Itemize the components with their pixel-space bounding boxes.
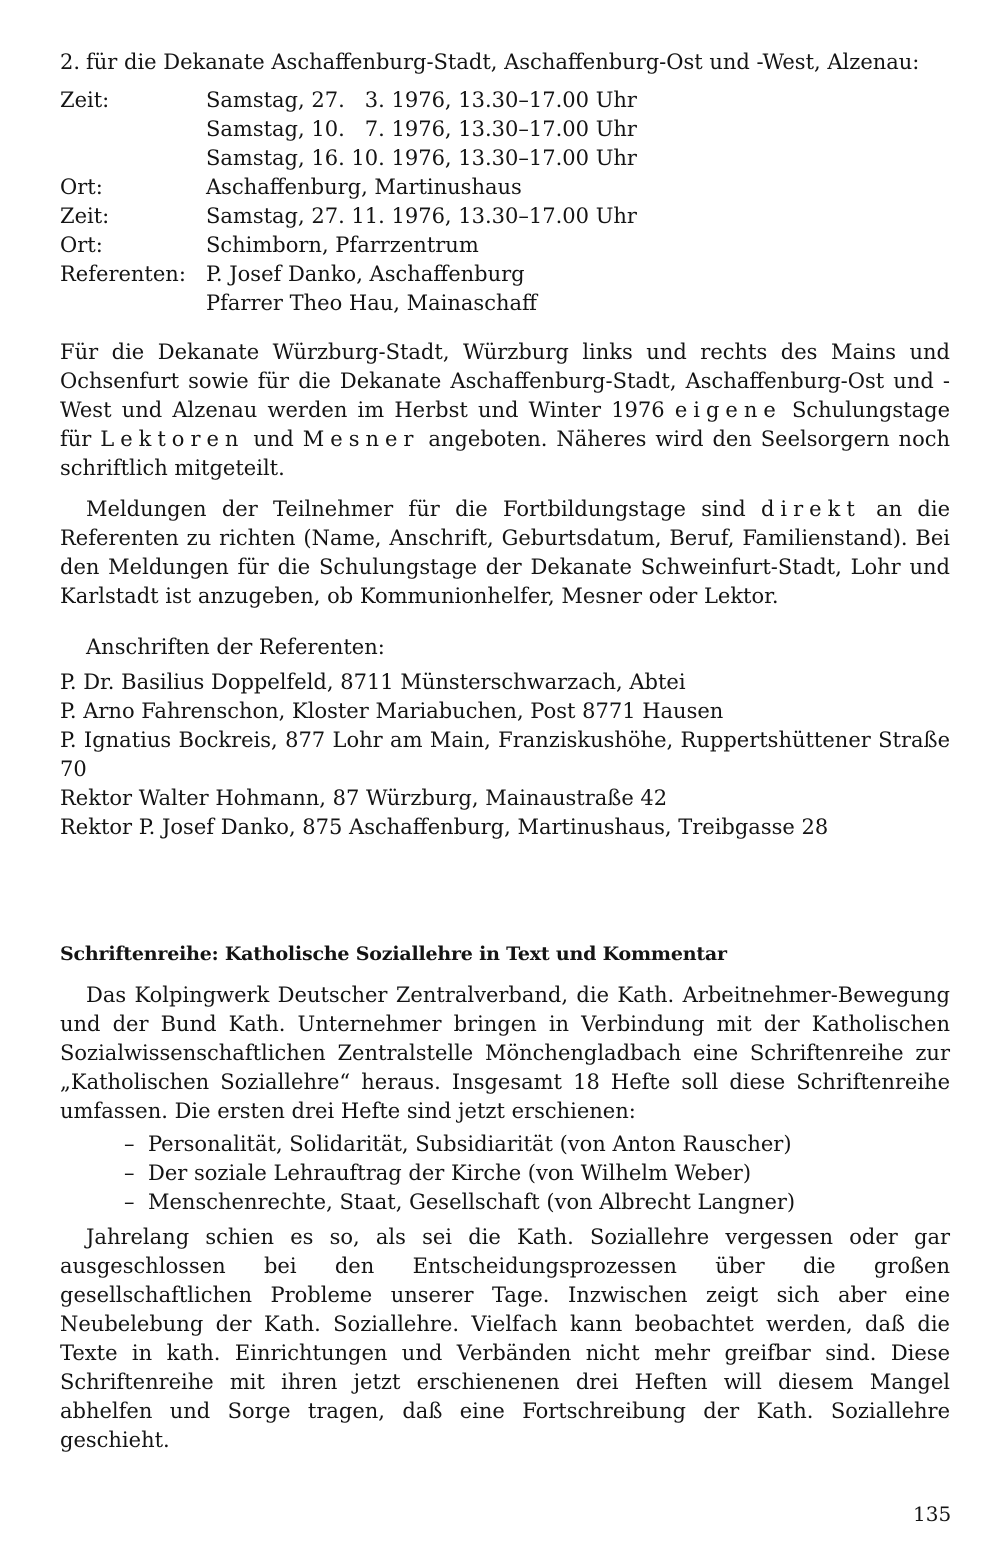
text-run: Schulungstage für <box>60 398 950 451</box>
address-list <box>60 668 950 842</box>
schedule-table <box>60 86 637 318</box>
page-number: 135 <box>913 1502 952 1526</box>
schedule-label <box>60 115 206 144</box>
text-run: angeboten. Näheres wird den Seelsorgern noch schriftlich mitgeteilt. <box>60 427 951 480</box>
schedule-row <box>60 289 637 318</box>
schedule-row <box>60 202 637 231</box>
lektoren-paragraph <box>60 338 950 483</box>
meldungen-paragraph <box>60 495 950 611</box>
address-item: P. Ignatius Bockreis, 877 Lohr am Main, Franziskushöhe, Ruppertshüttener Straße 70 <box>60 728 950 781</box>
section-2-heading <box>60 48 950 77</box>
text-run: Für die Dekanate Würzburg-Stadt, Würzburg links und rechts des Mains und Ochsenfurt sowie für die Dekanate Aschaffenburg-Stadt, Aschaffenburg-Ost und -West und Alzenau werden im Herbst und Winter 1976 <box>60 340 950 422</box>
text-run: Meldungen der Teilnehmer für die Fortbildungstage sind <box>86 497 761 521</box>
schedule-value: Samstag, 27. 11. 1976, 13.30–17.00 Uhr <box>206 204 637 228</box>
schedule-label: Zeit: <box>60 204 110 228</box>
list-item: – Der soziale Lehrauftrag der Kirche (von Wilhelm Weber) <box>124 1159 950 1188</box>
schriftenreihe-closing: Jahrelang schien es so, als sei die Kath. Soziallehre vergessen oder gar ausgeschlossen bei den Entscheidungsprozessen über die großen gesellschaftlichen Probleme unserer Tage. Inzwischen zeigt sich aber eine Neubelebung der Kath. Soziallehre. Vielfach kann beobachtet werden, daß die Texte in kath. Einrichtungen und Verbänden nicht mehr greifbar sind. Diese Schriftenreihe mit ihren jetzt erschienenen drei Heften will diesem Mangel abhelfen und Sorge tragen, daß eine Fortschreibung der Kath. Soziallehre geschieht. <box>60 1225 950 1452</box>
schedule-label: Ort: <box>60 233 103 257</box>
schedule-value: Samstag, 10. 7. 1976, 13.30–17.00 Uhr <box>206 117 637 141</box>
list-item: – Menschenrechte, Staat, Gesellschaft (von Albrecht Langner) <box>124 1188 950 1217</box>
addresses-heading: Anschriften der Referenten: <box>86 635 385 659</box>
schedule-row <box>60 144 637 173</box>
list-item: – Personalität, Solidarität, Subsidiarität (von Anton Rauscher) <box>124 1130 950 1159</box>
schedule-row <box>60 115 637 144</box>
schedule-value: Pfarrer Theo Hau, Mainaschaff <box>206 291 537 315</box>
schedule-label: Ort: <box>60 175 103 199</box>
address-item: Rektor Walter Hohmann, 87 Würzburg, Mainaustraße 42 <box>60 786 668 810</box>
schriftenreihe-intro: Das Kolpingwerk Deutscher Zentralverband, die Kath. Arbeitnehmer-Bewegung und der Bund Kath. Unternehmer bringen in Verbindung mit der Katholischen Sozialwissenschaftlichen Zentralstelle Mönchengladbach eine Schriftenreihe zur „Katholischen Soziallehre“ heraus. Insgesamt 18 Hefte soll diese Schriftenreihe umfassen. Die ersten drei Hefte sind jetzt erschienen: <box>60 983 950 1123</box>
schedule-label <box>60 289 206 318</box>
hefte-list <box>60 1130 950 1217</box>
spaced-emphasis: eigene <box>674 398 782 422</box>
schedule-label <box>60 144 206 173</box>
schedule-label: Zeit: <box>60 88 110 112</box>
section-number: 2. <box>60 50 81 74</box>
spaced-emphasis: Mesner <box>302 427 420 451</box>
section-title: für die Dekanate Aschaffenburg-Stadt, Aschaffenburg-Ost und -West, Alzenau: <box>86 50 920 74</box>
address-item: P. Arno Fahrenschon, Kloster Mariabuchen, Post 8771 Hausen <box>60 699 724 723</box>
text-run: und <box>244 427 303 451</box>
schedule-value: Samstag, 27. 3. 1976, 13.30–17.00 Uhr <box>206 88 637 112</box>
schedule-value: Samstag, 16. 10. 1976, 13.30–17.00 Uhr <box>206 146 637 170</box>
spaced-emphasis: direkt <box>760 497 861 521</box>
address-item: P. Dr. Basilius Doppelfeld, 8711 Münsterschwarzach, Abtei <box>60 670 686 694</box>
schedule-row <box>60 173 637 202</box>
schedule-value: Aschaffenburg, Martinushaus <box>206 175 522 199</box>
schedule-row <box>60 260 637 289</box>
address-item: Rektor P. Josef Danko, 875 Aschaffenburg, Martinushaus, Treibgasse 28 <box>60 815 829 839</box>
schedule-row <box>60 86 637 115</box>
schriftenreihe-heading: Schriftenreihe: Katholische Soziallehre in Text und Kommentar <box>60 943 727 965</box>
schedule-row <box>60 231 637 260</box>
document-page <box>60 48 950 1455</box>
spaced-emphasis: Lektoren <box>100 427 245 451</box>
schedule-value: Schimborn, Pfarrzentrum <box>206 233 479 257</box>
schedule-label: Referenten: <box>60 262 186 286</box>
schedule-value: P. Josef Danko, Aschaffenburg <box>206 262 525 286</box>
text-run: an die Referenten zu richten (Name, Anschrift, Geburtsdatum, Beruf, Familienstand). Bei den Meldungen für die Schulungstage der Dekanate Schweinfurt-Stadt, Lohr und Karlstadt ist anzugeben, ob Kommunionhelfer, Mesner oder Lektor. <box>60 497 951 608</box>
